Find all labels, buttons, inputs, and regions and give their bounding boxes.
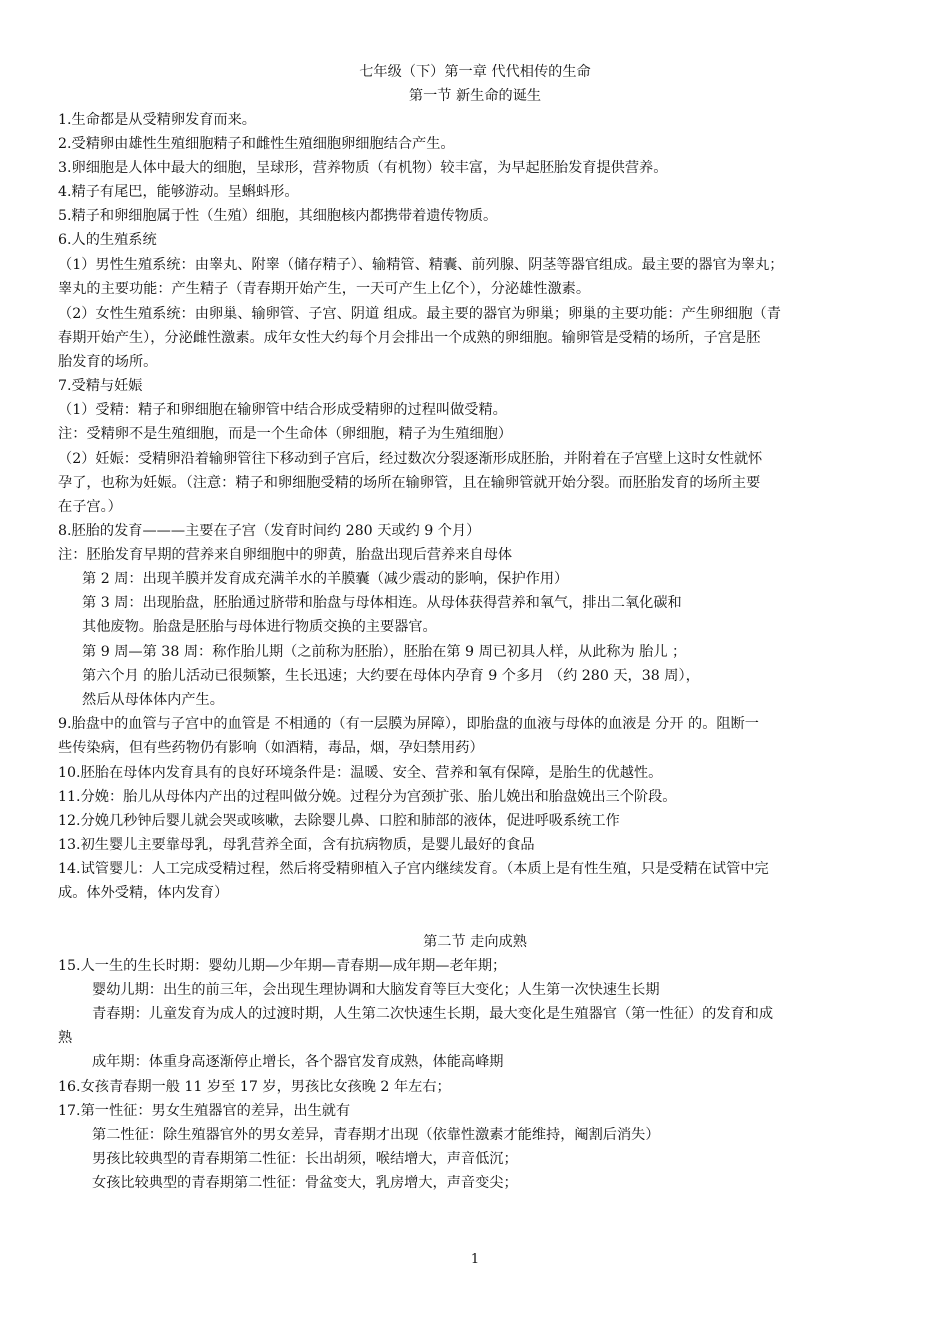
text-line: 9.胎盘中的血管与子宫中的血管是 不相通的（有一层膜为屏障），即胎盘的血液与母体的血液是 分开 的。阻断一 xyxy=(58,716,759,732)
week-line: 然后从母体体内产生。 xyxy=(82,692,224,708)
text-line: 第二性征：除生殖器官外的男女差异，青春期才出现（依靠性激素才能维持，阉割后消失） xyxy=(92,1127,660,1143)
text-line: 1.生命都是从受精卵发育而来。 xyxy=(58,112,256,128)
text-line: （2）妊娠：受精卵沿着输卵管往下移动到子宫后，经过数次分裂逐渐形成胚胎，并附着在子宫壁上这时女性就怀 xyxy=(58,451,763,467)
text-line: 胎发育的场所。 xyxy=(58,354,158,370)
week-line: 其他废物。胎盘是胚胎与母体进行物质交换的主要器官。 xyxy=(82,619,437,635)
text-line: 春期开始产生），分泌雌性激素。成年女性大约每个月会排出一个成熟的卵细胞。输卵管是受精的场所，子宫是胚 xyxy=(58,330,761,346)
text-line: 4.精子有尾巴，能够游动。呈蝌蚪形。 xyxy=(58,184,299,200)
text-line: 男孩比较典型的青春期第二性征：长出胡须，喉结增大，声音低沉； xyxy=(92,1151,518,1167)
text-line: 成。体外受精，体内发育） xyxy=(58,885,229,901)
text-line: 16.女孩青春期一般 11 岁至 17 岁，男孩比女孩晚 2 年左右； xyxy=(58,1079,451,1095)
text-line: 6.人的生殖系统 xyxy=(58,232,157,248)
text-line: 孕了，也称为妊娠。（注意：精子和卵细胞受精的场所在输卵管，且在输卵管就开始分裂。而胚胎发育的场所主要 xyxy=(58,475,761,491)
section-heading-1: 第一节 新生命的诞生 xyxy=(408,88,542,104)
text-line: 5.精子和卵细胞属于性（生殖）细胞，其细胞核内都携带着遗传物质。 xyxy=(58,208,498,224)
text-line: 睾丸的主要功能：产生精子（青春期开始产生，一天可产生上亿个），分泌雄性激素。 xyxy=(58,281,591,297)
text-line: 10.胚胎在母体内发育具有的良好环境条件是：温暖、安全、营养和氧有保障，是胎生的优越性。 xyxy=(58,765,663,781)
text-line: 2.受精卵由雄性生殖细胞精子和雌性生殖细胞卵细胞结合产生。 xyxy=(58,136,455,152)
text-line: 女孩比较典型的青春期第二性征：骨盆变大，乳房增大，声音变尖； xyxy=(92,1175,518,1191)
text-line: 3.卵细胞是人体中最大的细胞，呈球形，营养物质（有机物）较丰富，为早起胚胎发育提供营养。 xyxy=(58,160,668,176)
text-line: 熟 xyxy=(58,1030,73,1046)
text-line: 成年期：体重身高逐渐停止增长，各个器官发育成熟，体能高峰期 xyxy=(92,1054,504,1070)
week-line: 第 2 周：出现羊膜并发育成充满羊水的羊膜囊（减少震动的影响，保护作用） xyxy=(82,571,569,587)
page-title: 七年级（下）第一章 代代相传的生命 xyxy=(359,64,591,80)
text-line: 些传染病，但有些药物仍有影响（如酒精，毒品，烟，孕妇禁用药） xyxy=(58,740,484,756)
week-line: 第 9 周—第 38 周：称作胎儿期（之前称为胚胎），胚胎在第 9 周已初具人样，从此称为 胎儿 ； xyxy=(82,644,687,660)
text-line: 8.胚胎的发育———主要在子宫（发育时间约 280 天或约 9 个月） xyxy=(58,523,481,539)
section-heading-2: 第二节 走向成熟 xyxy=(423,934,527,950)
text-line: 青春期：儿童发育为成人的过渡时期，人生第二次快速生长期，最大变化是生殖器官（第一性征）的发育和成 xyxy=(92,1006,774,1022)
text-line: 注：胚胎发育早期的营养来自卵细胞中的卵黄，胎盘出现后营养来自母体 xyxy=(58,547,513,563)
text-line: 注：受精卵不是生殖细胞，而是一个生命体（卵细胞，精子为生殖细胞） xyxy=(58,426,513,442)
week-line: 第六个月 的胎儿活动已很频繁，生长迅速；大约要在母体内孕育 9 个多月 （约 280 天，38 周）， xyxy=(82,668,700,684)
text-line: 12.分娩几秒钟后婴儿就会哭或咳嗽，去除婴儿鼻、口腔和肺部的液体，促进呼吸系统工作 xyxy=(58,813,620,829)
text-line: 13.初生婴儿主要靠母乳，母乳营养全面，含有抗病物质，是婴儿最好的食品 xyxy=(58,837,535,853)
week-line: 第 3 周：出现胎盘，胚胎通过脐带和胎盘与母体相连。从母体获得营养和氧气，排出二氧化碳和 xyxy=(82,595,682,611)
text-line: 14.试管婴儿：人工完成受精过程，然后将受精卵植入子宫内继续发育。（本质上是有性生殖，只是受精在试管中完 xyxy=(58,861,769,877)
text-line: （2）女性生殖系统：由卵巢、输卵管、子宫、阴道 组成。最主要的器官为卵巢；卵巢的主要功能：产生卵细胞（青 xyxy=(58,306,781,322)
text-line: 11.分娩：胎儿从母体内产出的过程叫做分娩。过程分为宫颈扩张、胎儿娩出和胎盘娩出三个阶段。 xyxy=(58,789,677,805)
text-line: （1）男性生殖系统：由睾丸、附睾（储存精子）、输精管、精囊、前列腺、阴茎等器官组成。最主要的器官为睾丸； xyxy=(58,257,784,273)
text-line: 在子宫。） xyxy=(58,499,122,515)
text-line: （1）受精：精子和卵细胞在输卵管中结合形成受精卵的过程叫做受精。 xyxy=(58,402,507,418)
page-number: 1 xyxy=(470,1252,480,1267)
text-line: 7.受精与妊娠 xyxy=(58,378,143,394)
text-line: 15.人一生的生长时期：婴幼儿期—少年期—青春期—成年期—老年期； xyxy=(58,958,507,974)
text-line: 17.第一性征：男女生殖器官的差异，出生就有 xyxy=(58,1103,351,1119)
text-line: 婴幼儿期：出生的前三年，会出现生理协调和大脑发育等巨大变化；人生第一次快速生长期 xyxy=(92,982,660,998)
